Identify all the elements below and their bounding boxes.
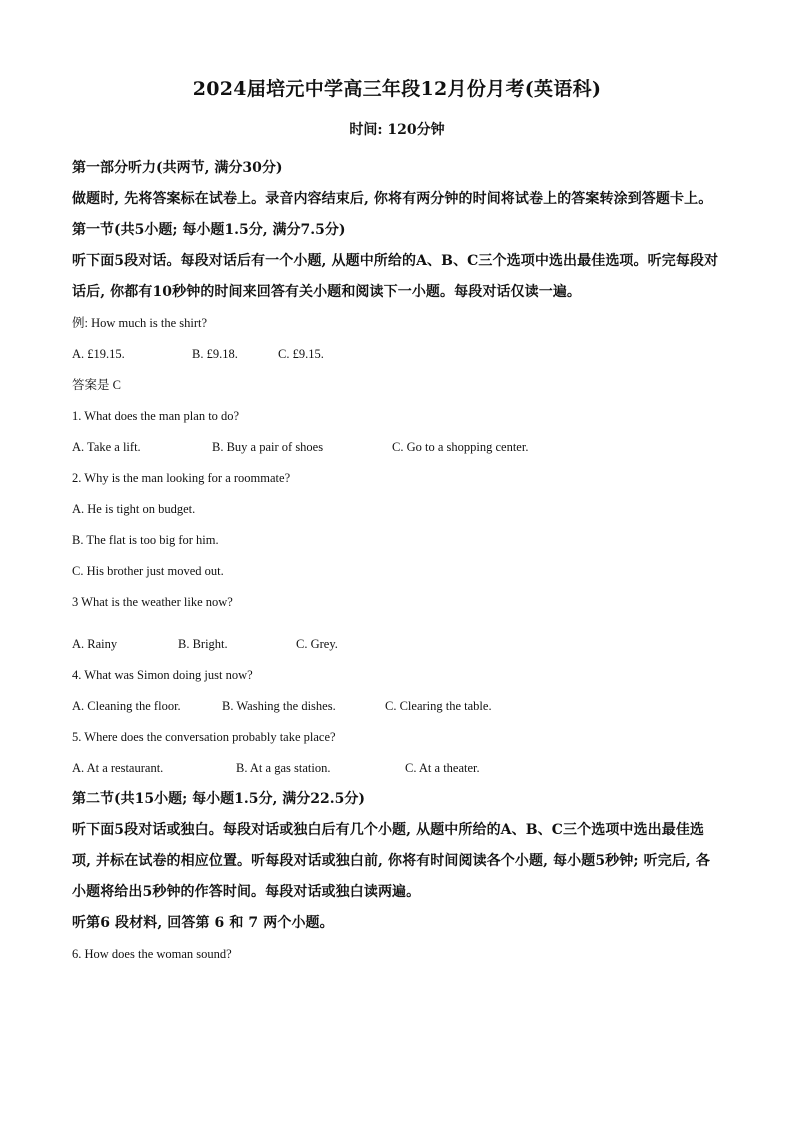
- question-2: 2. Why is the man looking for a roommate?: [72, 471, 291, 485]
- part1-instructions: 做题时, 先将答案标在试卷上。录音内容结束后, 你将有两分钟的时间将试卷上的答案转涂到答题卡上。: [72, 191, 713, 207]
- question-5: 5. Where does the conversation probably take place?: [72, 730, 336, 744]
- option-c: C. Go to a shopping center.: [392, 440, 529, 454]
- material-6-heading: 听第6 段材料, 回答第 6 和 7 两个小题。: [72, 915, 334, 931]
- question-5-options: [72, 753, 722, 784]
- option-a: A. Cleaning the floor.: [72, 699, 181, 713]
- option-b: B. Bright.: [178, 637, 228, 651]
- example-answer: 答案是 C: [72, 378, 121, 392]
- question-3-options: [72, 629, 722, 660]
- option-c: C. £9.15.: [278, 347, 324, 361]
- question-1-options: [72, 432, 722, 463]
- part1-heading: 第一部分听力(共两节, 满分30分): [72, 160, 283, 176]
- question-2-option-c: C. His brother just moved out.: [72, 564, 224, 578]
- option-b: B. Washing the dishes.: [222, 699, 336, 713]
- question-1: 1. What does the man plan to do?: [72, 409, 240, 423]
- example-question: 例: How much is the shirt?: [72, 316, 208, 330]
- section2-heading: 第二节(共15小题; 每小题1.5分, 满分22.5分): [72, 791, 365, 807]
- question-6: 6. How does the woman sound?: [72, 947, 232, 961]
- option-a: A. £19.15.: [72, 347, 125, 361]
- option-b: B. Buy a pair of shoes: [212, 440, 324, 454]
- question-2-option-a: A. He is tight on budget.: [72, 502, 196, 516]
- option-c: C. Grey.: [296, 637, 338, 651]
- option-c: C. Clearing the table.: [385, 699, 492, 713]
- question-4-options: [72, 691, 722, 722]
- option-a: A. Take a lift.: [72, 440, 141, 454]
- option-b: B. At a gas station.: [236, 761, 331, 775]
- option-a: A. Rainy: [72, 637, 118, 651]
- example-options: [72, 339, 722, 370]
- exam-title: 2024届培元中学高三年段12月份月考(英语科): [192, 78, 602, 100]
- question-2-option-b: B. The flat is too big for him.: [72, 533, 219, 547]
- exam-time: 时间: 120分钟: [349, 122, 445, 138]
- option-b: B. £9.18.: [192, 347, 238, 361]
- section1-instructions: 听下面5段对话。每段对话后有一个小题, 从题中所给的A、B、C三个选项中选出最佳选项。听完每段对话后, 你都有10秒钟的时间来回答有关小题和阅读下一小题。每段对话仅读一遍。: [72, 253, 719, 300]
- option-c: C. At a theater.: [405, 761, 480, 775]
- option-a: A. At a restaurant.: [72, 761, 164, 775]
- question-3: 3 What is the weather like now?: [72, 595, 233, 609]
- question-4: 4. What was Simon doing just now?: [72, 668, 253, 682]
- section2-instructions: 听下面5段对话或独白。每段对话或独白后有几个小题, 从题中所给的A、B、C三个选项中选出最佳选项, 并标在试卷的相应位置。听每段对话或独白前, 你将有时间阅读各个小题, 每小题5秒钟; 听完后, 各小题将给出5秒钟的作答时间。每段对话或独白读两遍。: [72, 822, 710, 900]
- section1-heading: 第一节(共5小题; 每小题1.5分, 满分7.5分): [72, 222, 346, 238]
